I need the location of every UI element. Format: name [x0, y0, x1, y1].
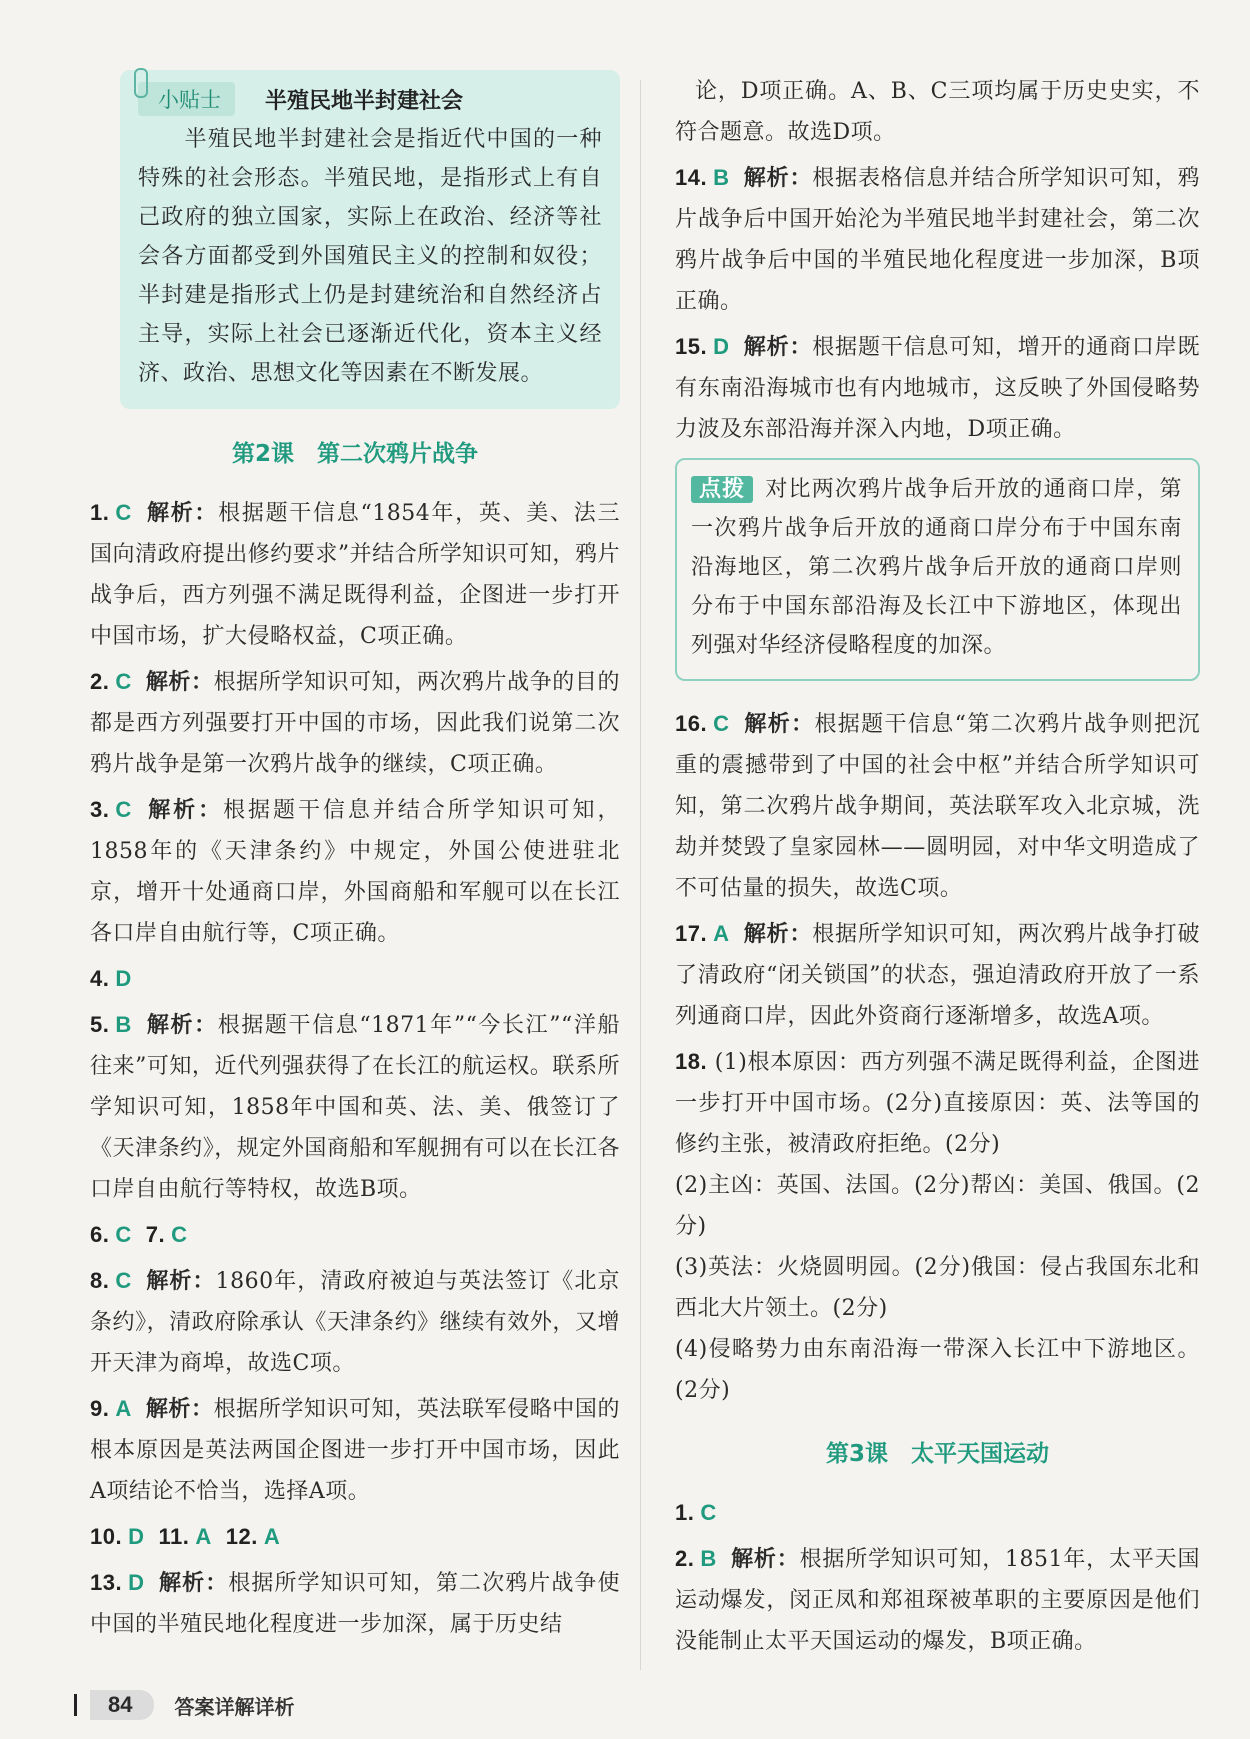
item-number: 12.: [225, 1524, 258, 1549]
analysis-text: 根据题干信息“第二次鸦片战争则把沉重的震撼带到了中国的社会中枢”并结合所学知识可知，第二次鸦片战争期间，英法联军攻入北京城，洗劫并焚毁了皇家园林——圆明园，对中华文明造成了不可估量的损失，故选C项。: [675, 712, 1200, 901]
item-number: 2.: [675, 1546, 695, 1571]
analysis-text: 根据表格信息并结合所学知识可知，鸦片战争后中国开始沦为半殖民地半封建社会，第二次鸦片战争后中国的半殖民地化程度进一步加深，B项正确。: [675, 166, 1200, 314]
item-answer: C: [700, 1500, 717, 1525]
page-marker-icon: [74, 1694, 77, 1716]
q18-part-2: (2)主凶：英国、法国。(2分)帮凶：美国、俄国。(2分): [675, 1173, 1200, 1239]
item-answer: C: [115, 1268, 132, 1293]
analysis-text: 根据所学知识可知，英法联军侵略中国的根本原因是英法两国企图进一步打开中国市场，因此A项结论不恰当，选择A项。: [90, 1397, 620, 1504]
item-answer: C: [115, 797, 132, 822]
item-answer: D: [713, 334, 730, 359]
tip-body-text: 半殖民地半封建社会是指近代中国的一种特殊的社会形态。半殖民地，是指形式上有自己政府的独立国家，实际上在政治、经济等社会各方面都受到外国殖民主义的控制和奴役；半封建是指形式上仍是封建统治和自然经济占主导，实际上社会已逐渐近代化，资本主义经济、政治、思想文化等因素在不断发展。: [138, 127, 602, 386]
item-number: 14.: [675, 165, 708, 190]
q18-part-3: (3)英法：火烧圆明园。(2分)俄国：侵占我国东北和西北大片领土。(2分): [675, 1255, 1200, 1321]
item-number: 10.: [90, 1524, 123, 1549]
answer-item: [90, 1516, 620, 1558]
left-column: [90, 70, 620, 1649]
item-number: 5.: [90, 1012, 110, 1037]
right-answer-list-top: [675, 70, 1200, 450]
analysis-text: 根据题干信息可知，增开的通商口岸既有东南沿海城市也有内地城市，这反映了外国侵略势力波及东部沿海并深入内地，D项正确。: [675, 335, 1200, 442]
item-number: 15.: [675, 334, 708, 359]
tip-body: [138, 120, 602, 393]
paperclip-icon: [134, 68, 148, 98]
question-18: [675, 1041, 1200, 1411]
answer-item: [90, 1562, 620, 1645]
analysis-label: 解析：: [743, 922, 813, 947]
item-number: 18.: [675, 1049, 708, 1074]
analysis-label: 解析：: [743, 166, 813, 191]
answer-item: [675, 70, 1200, 153]
item-answer: C: [115, 500, 132, 525]
answer-item: [90, 789, 620, 954]
item-number: 1.: [90, 500, 110, 525]
item-answer: C: [171, 1222, 188, 1247]
analysis-label: 解析：: [158, 1571, 229, 1596]
item-answer: A: [263, 1524, 281, 1549]
analysis-text: 根据题干信息并结合所学知识可知，1858年的《天津条约》中规定，外国公使进驻北京，增开十处通商口岸，外国商船和军舰可以在长江各口岸自由航行等，C项正确。: [90, 798, 620, 946]
analysis-text: 根据所学知识可知，两次鸦片战争打破了清政府“闭关锁国”的状态，强迫清政府开放了一系列通商口岸，因此外资商行逐渐增多，故选A项。: [675, 922, 1200, 1029]
hint-tag: 点拨: [691, 476, 753, 503]
item-number: 6.: [90, 1222, 110, 1247]
answer-item: [90, 1388, 620, 1512]
item-answer: A: [115, 1396, 132, 1421]
item-number: 16.: [675, 711, 708, 736]
item-number: 9.: [90, 1396, 110, 1421]
answer-item: [90, 1004, 620, 1210]
q18-part-1: (1)根本原因：西方列强不满足既得利益，企图进一步打开中国市场。(2分)直接原因：英、法等国的修约主张，被清政府拒绝。(2分): [675, 1050, 1200, 1157]
tip-header: [138, 82, 602, 116]
q18-part-4: (4)侵略势力由东南沿海一带深入长江中下游地区。(2分): [675, 1337, 1200, 1403]
item-answer: C: [115, 669, 132, 694]
analysis-text: 论，D项正确。A、B、C三项均属于历史史实，不符合题意。故选D项。: [675, 79, 1200, 145]
item-answer: B: [713, 165, 730, 190]
hint-box: [675, 458, 1200, 681]
item-answer: D: [128, 1524, 145, 1549]
right-column: [675, 70, 1200, 1666]
analysis-text: 根据题干信息“1871年”“今长江”“洋船往来”可知，近代列强获得了在长江的航运权。联系所学知识可知，1858年中国和英、法、美、俄签订了《天津条约》，规定外国商船和军舰拥有可以在长江各口岸自由航行等特权，故选B项。: [90, 1013, 620, 1202]
analysis-label: 解析：: [145, 1397, 214, 1422]
tip-tag-label: 小贴士: [158, 88, 221, 112]
answer-item: [90, 661, 620, 785]
item-answer: A: [713, 921, 730, 946]
analysis-label: 解析：: [145, 1013, 218, 1038]
item-answer: B: [115, 1012, 132, 1037]
answer-item: [675, 1538, 1200, 1662]
analysis-label: 解析：: [145, 798, 224, 823]
right-answer-list-mid: [675, 703, 1200, 1037]
analysis-label: 解析：: [145, 1269, 216, 1294]
item-answer: A: [195, 1524, 212, 1549]
lesson-2-title: 第2课 第二次鸦片战争: [231, 441, 478, 467]
item-number: 8.: [90, 1268, 110, 1293]
answer-item: [675, 913, 1200, 1037]
left-answer-list: [90, 492, 620, 1645]
lesson-3-answer-list: [675, 1492, 1200, 1662]
answer-item: [675, 1492, 1200, 1534]
tip-title: 半殖民地半封建社会: [265, 88, 464, 114]
analysis-text: 根据所学知识可知，两次鸦片战争的目的都是西方列强要打开中国的市场，因此我们说第二次鸦片战争是第一次鸦片战争的继续，C项正确。: [90, 670, 620, 777]
tip-box: [120, 70, 620, 409]
analysis-text: 根据所学知识可知，1851年，太平天国运动爆发，闵正凤和郑祖琛被革职的主要原因是他们没能制止太平天国运动的爆发，B项正确。: [675, 1547, 1200, 1654]
item-answer: D: [115, 966, 132, 991]
item-number: 2.: [90, 669, 110, 694]
page-number-badge: [90, 1690, 154, 1720]
answer-item: [675, 157, 1200, 322]
analysis-label: 解析：: [145, 670, 214, 695]
item-number: 17.: [675, 921, 708, 946]
item-number: 4.: [90, 966, 110, 991]
analysis-text: 根据题干信息“1854年，英、美、法三国向清政府提出修约要求”并结合所学知识可知，鸦片战争后，西方列强不满足既得利益，企图进一步打开中国市场，扩大侵略权益，C项正确。: [90, 501, 620, 649]
footer: [90, 1690, 294, 1720]
analysis-text: 1860年，清政府被迫与英法签订《北京条约》，清政府除承认《天津条约》继续有效外，又增开天津为商埠，故选C项。: [90, 1269, 620, 1376]
answer-item: [90, 1260, 620, 1384]
lesson-3-title: 第3课 太平天国运动: [825, 1441, 1049, 1467]
hint-body: [691, 470, 1182, 665]
analysis-label: 解析：: [743, 335, 813, 360]
page-number: 84: [108, 1692, 133, 1717]
item-number: 1.: [675, 1500, 695, 1525]
answer-item: [675, 703, 1200, 909]
item-number: 13.: [90, 1570, 123, 1595]
answer-item: [90, 1214, 620, 1256]
item-answer: C: [713, 711, 730, 736]
item-answer: D: [128, 1570, 145, 1595]
hint-text: 对比两次鸦片战争后开放的通商口岸，第一次鸦片战争后开放的通商口岸分布于中国东南沿海地区，第二次鸦片战争后开放的通商口岸则分布于中国东部沿海及长江中下游地区，体现出列强对华经济侵略程度的加深。: [691, 477, 1182, 658]
tip-tag: [138, 82, 235, 116]
footer-title: 答案详解详析: [174, 1694, 295, 1719]
answer-item: [90, 492, 620, 657]
analysis-label: 解析：: [730, 1547, 800, 1572]
answer-item: [90, 958, 620, 1000]
answer-item: [675, 326, 1200, 450]
item-number: 7.: [145, 1222, 166, 1247]
analysis-label: 解析：: [743, 712, 815, 737]
item-answer: C: [115, 1222, 132, 1247]
item-number: 11.: [158, 1524, 190, 1549]
item-number: 3.: [90, 797, 110, 822]
analysis-text: 根据所学知识可知，第二次鸦片战争使中国的半殖民地化程度进一步加深，属于历史结: [90, 1571, 620, 1637]
analysis-label: 解析：: [145, 501, 219, 526]
item-answer: B: [700, 1546, 717, 1571]
column-divider: [640, 80, 641, 1670]
